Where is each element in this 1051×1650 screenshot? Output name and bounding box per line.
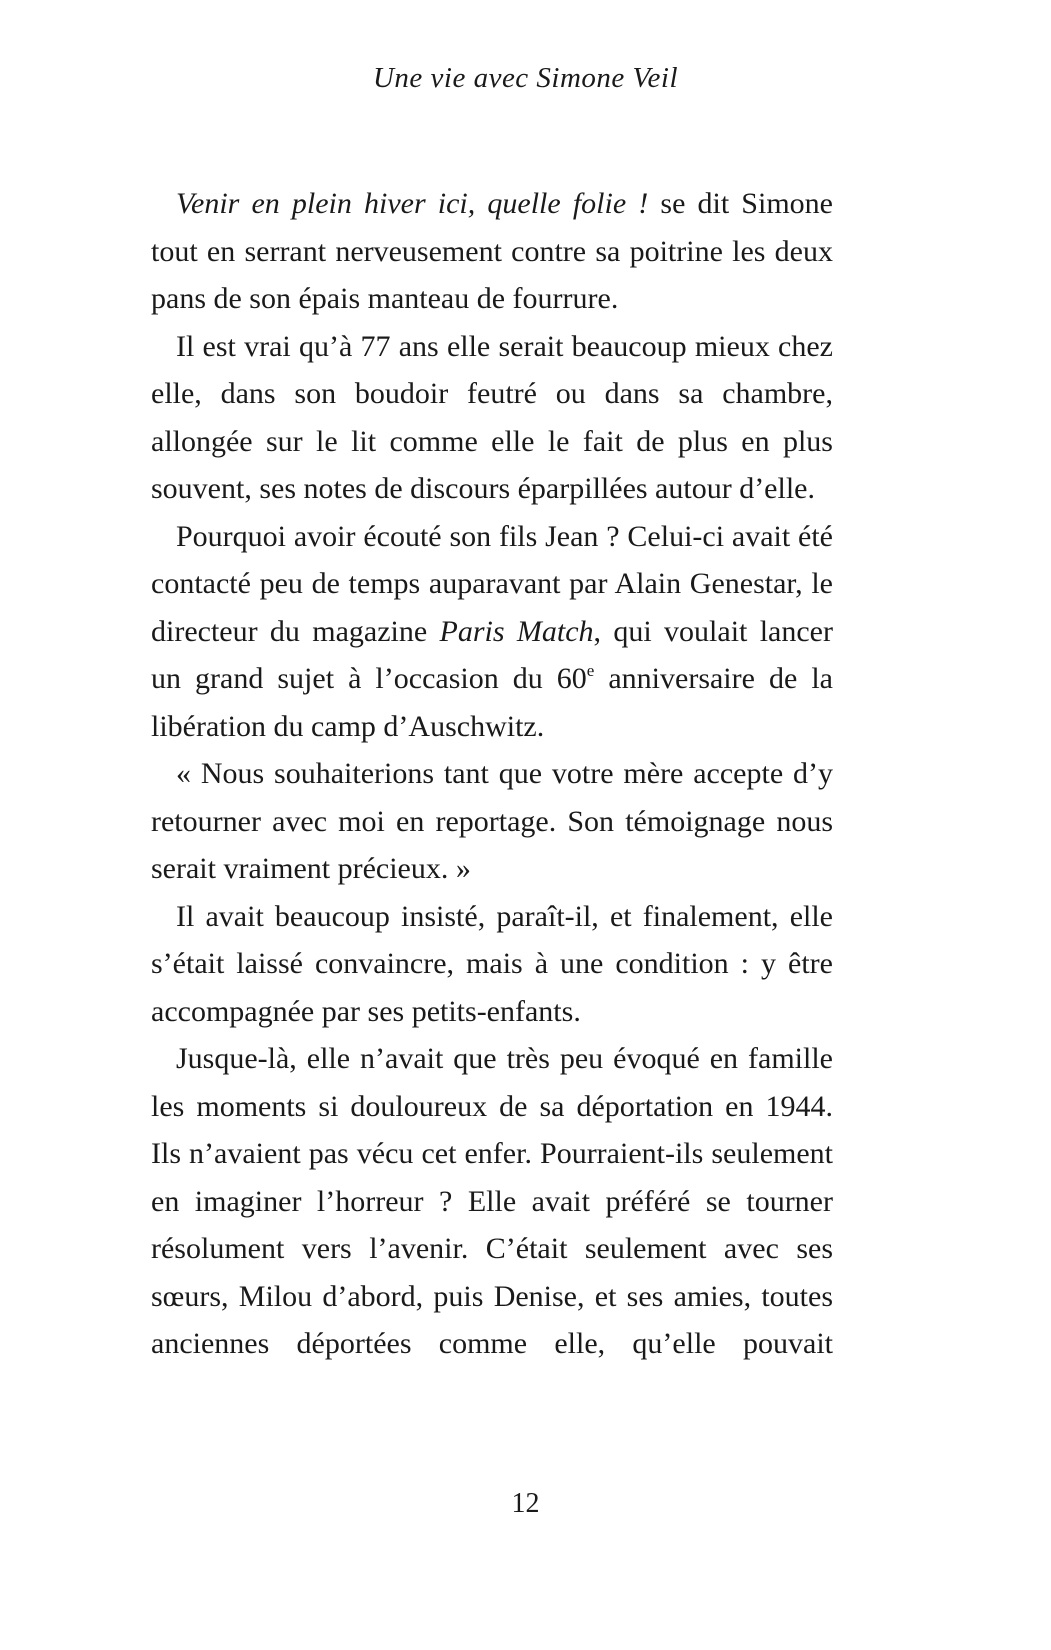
paragraph-5: Il avait beaucoup insisté, paraît-il, et finalement, elle s’était laissé convaincre, mais à une condition : y être accompagnée par ses petits-enfants. bbox=[151, 899, 833, 1028]
magazine-title: Paris Match bbox=[439, 614, 594, 648]
paragraph-1 bbox=[151, 180, 833, 323]
paragraph-6: Jusque-là, elle n’avait que très peu évoqué en famille les moments si douloureux de sa déportation en 1944. Ils n’avaient pas vécu cet enfer. Pourraient-ils seulement en imaginer l’horreur ? Elle avait préféré se tourner résolument vers l’avenir. C’était seulement avec ses sœurs, Milou d’abord, puis Denise, et ses amies, toutes anciennes déportées comme elle, qu’elle pouvait bbox=[151, 1042, 833, 1360]
body-text bbox=[151, 180, 833, 1368]
paragraph-1-italic: Venir en plein hiver ici, quelle folie ! bbox=[176, 187, 649, 220]
paragraph-3-text-b: , qui voulait lancer un grand sujet à l’occasion du 60 bbox=[151, 614, 833, 695]
paragraph-3-text-c: anniversaire de la libération du camp d’Auschwitz. bbox=[151, 662, 833, 743]
ordinal-superscript: e bbox=[586, 661, 595, 680]
paragraph-1-text: se dit Simone tout en serrant nerveusement contre sa poitrine les deux pans de son épais manteau de fourrure. bbox=[151, 187, 833, 315]
paragraph-3-text-a: Pourquoi avoir écouté son fils Jean ? Celui-ci avait été contacté peu de temps auparavant par Alain Genestar, le directeur du magazine bbox=[151, 519, 833, 648]
paragraph-4-quote: « Nous souhaiterions tant que votre mère accepte d’y retourner avec moi en reportage. Son témoignage nous serait vraiment précieux. » bbox=[151, 757, 833, 885]
page-number: 12 bbox=[511, 1488, 540, 1519]
running-head: Une vie avec Simone Veil bbox=[372, 62, 679, 94]
paragraph-2: Il est vrai qu’à 77 ans elle serait beaucoup mieux chez elle, dans son boudoir feutré ou dans sa chambre, allongée sur le lit comme elle le fait de plus en plus souvent, ses notes de discours éparpillées autour d’elle. bbox=[151, 329, 833, 505]
paragraph-3 bbox=[151, 513, 833, 751]
